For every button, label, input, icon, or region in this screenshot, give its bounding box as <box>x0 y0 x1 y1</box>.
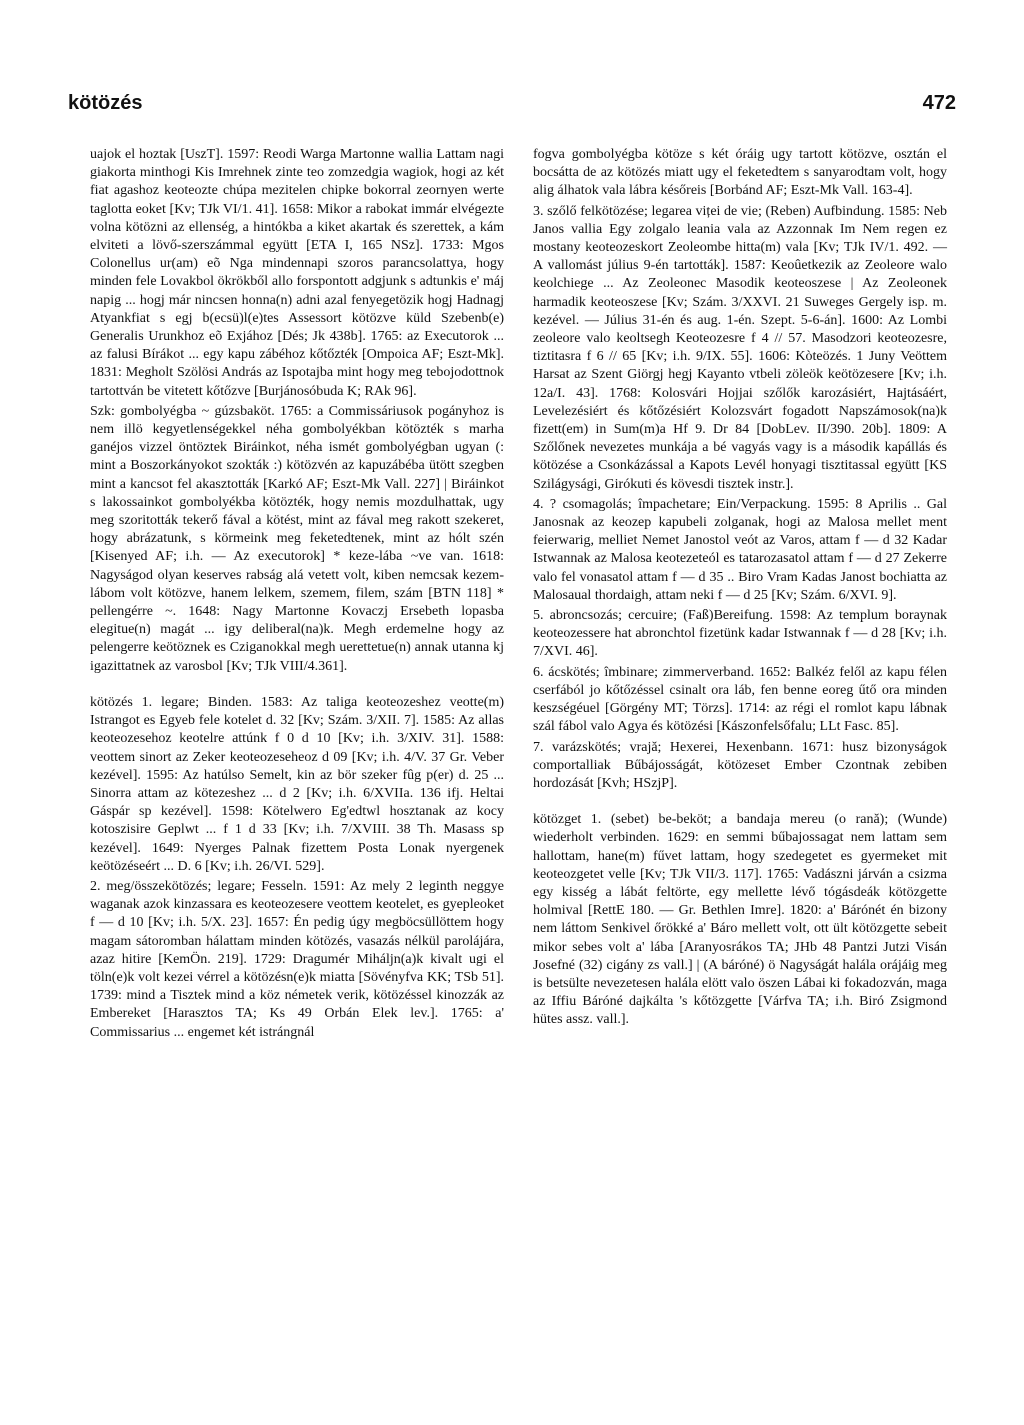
page-header <box>64 92 960 132</box>
paragraph: 7. varázskötés; vrajă; Hexerei, Hexenbann. 1671: husz bizonyságok comportalliak Bűbájosságát, kötözeset Ember Czontnak zebiben hordozását [Kvh; HSzjP]. <box>533 739 947 791</box>
right-column <box>533 146 947 1030</box>
page-number: 472 <box>922 92 956 114</box>
paragraph: Szk: gombolyégba ~ gúzsbaköt. 1765: a Commissáriusok pogányhoz is nem illö kegyetlenségekkel néha gombolyékban kötözték s marha ganéjos vizzel öntöztek Biráinkot, néha ismét gombolyégban ugyan (: mint a Boszorkányokot szokták :) kötözvén az kapuzábéba ütött szegben mint a kancsot fel akasztották [Karkó AF; Eszt-Mk Vall. 227] | Biráinkot s lakossainkot gombolyékba kötözték, hogy nemis mozdulhattak, ugy meg szoritották tekerő fával a kötést, mint az fával meg rakott szekeret, hogy abrázatunk, s körmeink meg feketedtenek, mint az hólt szén [Kisenyed AF; i.h. — Az executorok] * keze-lába ~ve van. 1618: Nagyságod olyan keserves rabság alá vetett volt, kiben nemcsak kezem-lábom volt kötözve, hanem lelkem, szemem, filem, szám [BTN 118] * pellengérre ~. 1648: Nagy Martonne Kovaczj Ersebeth lopasba elegitue(n) magát ... igy deliberal(na)k. Megh erdemelne hogy az pelengerre keötöznek es Cziganokkal megh uerettetue(n) annak utanna kj igazittatnek az varosbol [Kv; TJk VIII/4.361]. <box>90 403 504 674</box>
headword: kötözés <box>68 92 143 114</box>
paragraph: 5. abroncsozás; cercuire; (Faß)Bereifung. 1598: Az templum boraynak keoteozessere hat abronchtol fizetünk kadar Istwannak f — d 28 [Kv; i.h. 7/XVI. 46]. <box>533 608 947 660</box>
paragraph: 4. ? csomagolás; împachetare; Ein/Verpackung. 1595: 8 Aprilis .. Gal Janosnak az keozep kapubeli zolganak, hogi az Malosa mellet ment feierwarig, melliet Nemet Janostol veót az Varos, attam f — d 32 Kadar Istwannak az Malosa keotezeteól es tatarozasatol attam f — d 27 Zekerre valo fel vonasatol attam f — d 35 .. Biro Vram Kadas Janost bochiatta az Malosaual thordaigh, attam neki f — d 25 [Kv; Szám. 6/XVI. 9]. <box>533 496 947 603</box>
paragraph: kötözés 1. legare; Binden. 1583: Az taliga keoteozeshez veotte(m) Istrangot es Egyeb fele kotelet d. 32 [Kv; Szám. 3/XII. 7]. 1585: Az allas keoteozesehoz keotelre attúnk f 0 d 10 [Kv; i.h. 3/XIV. 31]. 1588: veottem sinort az Zeker keoteozeseheoz d 09 [Kv; i.h. 4/V. 37 Gr. Veber kezével]. 1595: Az hatúlso Semelt, kin az bör szeker fûg p(er) d. 25 ... Sinorra attam az kötezeshez ... d 2 [Kv; i.h. 6/XVIIa. 136 ifj. Heltai Gáspár sp kezével]. 1598: Kötelwero Eg'edtwl hosztanak az kocy kotoszisire Geplwt ... f 1 d 33 [Kv; i.h. 7/XVIII. 38 Th. Masass sp kezével]. 1649: Nyerges Palnak fizettem Posta Lonak nyergenek keötözéseért ... D. 6 [Kv; i.h. 26/VI. 529]. <box>90 694 504 874</box>
paragraph: 6. ácskötés; îmbinare; zimmerverband. 1652: Balkéz felől az kapu félen cserfából jo kőtőzéssel csinalt ora láb, fen benne eoreg űtő ora minden keszségéuel [Görgény MT; Törzs]. 1714: az régi el romlot kapu lábnak szál fábol valo Agya és kötözési [Kászonfelsőfalu; LLt Fasc. 85]. <box>533 664 947 735</box>
paragraph: 3. szőlő felkötözése; legarea viței de vie; (Reben) Aufbindung. 1585: Neb Janos vallia Egy zolgalo leania vala az Azzonnak Im Nem regen ez mostany keoteozeskort Zeoleombe hitta(m) vala [Kv; TJk IV/1. 492. — A vallomást július 9-én tartották]. 1587: Keoûetkezik az Zeoleore walo keolchiege ... Az Zeoleonec Masodik keoteoszese | Az Zeoleonek harmadik keoteoszese [Kv; Szám. 3/XXVI. 21 Suweges Gergely isp. m. kezével. — Július 31-én és aug. 1-én. Szept. 5-6-án]. 1600: Az Lombi zeoleore valo keoltsegh Keoteozesre f 4 // 57. Masodzori keoteozesre, tiztitasra f 6 // 65 [Kv; i.h. 9/IX. 55]. 1606: Kòteözés. 1 Juny Veöttem Harsat az Szent Giörgj hegj Kayanto vtbeli zöleök keötözesere [Kv; i.h. 12a/I. 43]. 1768: Kolosvári Hojjai szőlők karozásiért, Hajtásáért, Levelezésiért és kőtőzésiért Kolozsvárt fogadott Napszámosok(na)k fizett(em) in Sum(m)a Hf 9. Dr 84 [DobLev. II/390. 20b]. 1809: A Szőlőnek nevezetes munkája a bé vagyás vagy is a második kapállás és kötözése a Csonkázással a Kapots Levél honyagi tisztitassal együtt [KS Szilágysági, Girókuti és kövesdi tisztek instr.]. <box>533 203 947 492</box>
paragraph: kötözget 1. (sebet) be-beköt; a bandaja mereu (o rană); (Wunde) wiederholt verbinden. 1629: en semmi bűbajossagat nem lattam sem hallottam, hane(m) fűvet lattam, hogy szedegetet es gyermeket mit keoteozgetet velle [Kv; TJk VII/3. 117]. 1765: Vadászni járván a csizma egy kisség a lábát feltörte, egy mellette lévő tógásdeák kötözgette holmival [RettE 180. — Gr. Bethlen Imre]. 1820: a' Bárónét én bizony nem láttom Senkivel őrökké a' Báro mellett volt, ott ült kötözgette sebeit mikor sebes volt a' lába [Aranyosrákos TA; JHb 48 Pantzi Jutzi Visán Josefné (32) cigány zs vall.] | (A báróné) ö Nagyságát halála orájáig meg is betsülte nevezetesen halála elött valo öszen Lábai ki fokadozván, maga az Iffiu Báróné dajkálta 's kőtözgette [Várfva TA; i.h. Biró Zsigmond hütes assz. vall.]. <box>533 812 947 1028</box>
paragraph: uajok el hoztak [UszT]. 1597: Reodi Warga Martonne wallia Lattam nagi giakorta minthogi Kis Imrehnek zinte teo zomzedgia wagiok, hogi az két fiat agashoz keoteozte chúpa mezitelen chipke bokorral zeornyen werte taglotta eoket [Kv; TJk VI/1. 41]. 1658: Mikor a rabokat immár elvégezte volna kötözni az ellenség, a hintókba a kiket akartak és szerettek, a kám elviteti a lövő-szerszámmal együtt [ETA I, 165 NSz]. 1733: Mgos Colonellus ur(am) eõ Nga mindennapi szoros parancsolattya, hogy minden fele Lovakbol ökrökből allo forspontott adgjunk s adtunkis e' máj napig ... hogj már nincsen honna(n) adni azal fenyegetözik hogj Hadnagj Atyankfiat s egj b(ecsü)l(e)tes Assessort kötözve küld Szebenb(e) Generalis Urunkhoz eõ Exjához [Dés; Jk 438b]. 1765: az Executorok ... az falusi Bírákot ... egy kapu zábéhoz kőtőzték [Ompoica AF; Eszt-Mk]. 1831: Megholt Szölösi András az Ispotajba mint hogy meg tebojodottnok tartottván be vitetett kőtőzve [Burjánosóbuda K; RAk 96]. <box>90 147 504 399</box>
paragraph: fogva gombolyégba kötöze s két óráig ugy tartott kötözve, osztán el bocsátta de az kötözés miatt ugy el feketedtem s sanyarodtam volt, hogy alig álhatok vala lábra későreis [Borbánd AF; Eszt-Mk Vall. 163-4]. <box>533 147 947 199</box>
left-column <box>90 146 504 1042</box>
paragraph: 2. meg/összekötözés; legare; Fesseln. 1591: Az mely 2 leginth neggye waganak azok kinzassara es keoteozesere veottem keotelet, es gyepleoket f — d 10 [Kv; i.h. 5/X. 23]. 1657: Én pedig úgy megböcsüllöttem hogy magam sátoromban hálattam minden kötözés, vasazás nélkül parolájára, azaz hitire [KemÖn. 219]. 1729: Dragumér Mihálјn(a)k kivalt ugi el töln(e)k volt kezei vérrel a kötözésn(e)k miatta [Sövényfva KK; TSb 51]. 1739: mind a Tisztek mind a köz németek verik, kötözéssel kinozzák az Embereket [Harasztos TA; Ks 49 Orbán Elek lev.]. 1765: a' Commissarius ... engemet két istrángnál <box>90 878 504 1040</box>
